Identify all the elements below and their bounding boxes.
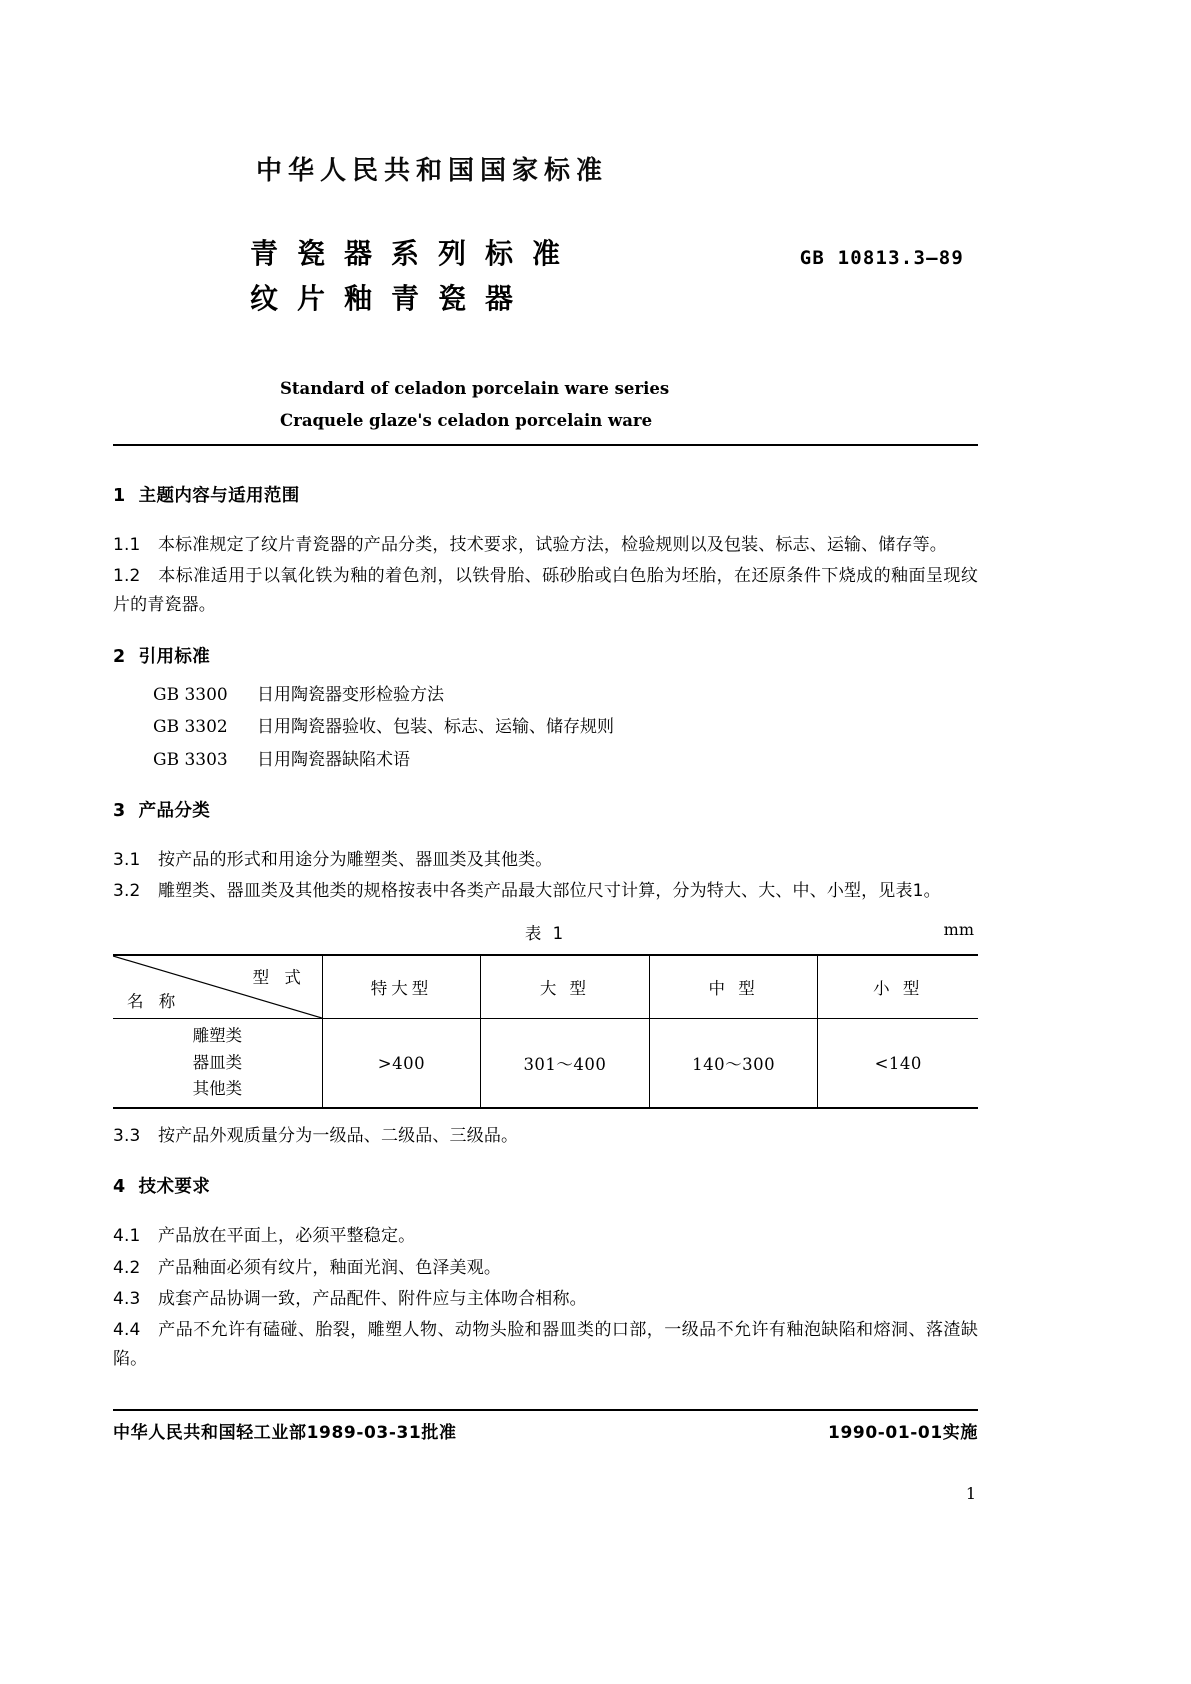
section-1-number: 1 xyxy=(113,486,126,506)
section-3-number: 3 xyxy=(113,800,126,821)
table-column-header: 中 型 xyxy=(649,955,818,1019)
clause-4-4-text: 产品不允许有磕碰、胎裂，雕塑人物、动物头脸和器皿类的口部，一级品不允许有釉泡缺陷和熔洞、落渣缺陷。 xyxy=(113,1319,978,1370)
spacer xyxy=(113,1109,978,1122)
table-caption-row xyxy=(113,920,978,946)
table-1-caption: 表 1 xyxy=(524,924,567,944)
table-category-cell xyxy=(113,1019,322,1109)
main-title-group xyxy=(250,231,978,322)
table-value: <140 xyxy=(874,1053,922,1073)
section-1-heading xyxy=(113,482,978,507)
table-cell xyxy=(481,1019,650,1109)
section-4-title: 技术要求 xyxy=(138,1177,211,1198)
table-corner-column-label: 型 式 xyxy=(252,968,306,988)
spacer xyxy=(113,833,978,846)
specification-table xyxy=(113,954,978,1109)
reference-title: 日用陶瓷器验收、包装、标志、运输、储存规则 xyxy=(257,717,614,738)
spacer xyxy=(113,1153,978,1173)
clause-3-2-number: 3.2 xyxy=(113,880,141,901)
footer-divider-rule xyxy=(113,1409,978,1411)
document-body xyxy=(113,482,978,1376)
english-title-group xyxy=(280,373,978,437)
clause-4-2-text: 产品釉面必须有纹片，釉面光润、色泽美观。 xyxy=(158,1257,501,1278)
table-header-row xyxy=(113,955,978,1019)
reference-title: 日用陶瓷器变形检验方法 xyxy=(257,684,444,705)
clause-4-2-number: 4.2 xyxy=(113,1257,141,1278)
clause-1-2-number: 1.2 xyxy=(113,566,141,587)
section-1-title: 主题内容与适用范围 xyxy=(138,486,300,506)
section-4-heading xyxy=(113,1173,978,1198)
table-column-header: 特大型 xyxy=(322,955,480,1019)
reference-code: GB 3300 xyxy=(153,684,228,705)
clause-1-1 xyxy=(113,531,978,560)
clause-4-1-text: 产品放在平面上，必须平整稳定。 xyxy=(158,1226,416,1247)
table-column-header: 小 型 xyxy=(818,955,978,1019)
clause-3-1-text: 按产品的形式和用途分为雕塑类、器皿类及其他类。 xyxy=(158,849,553,870)
clause-4-4 xyxy=(113,1316,978,1374)
english-title-line-2: Craquele glaze's celadon porcelain ware xyxy=(280,411,653,431)
table-corner-cell xyxy=(113,955,322,1019)
standard-number: GB 10813.3—89 xyxy=(799,247,964,269)
category-label: 器皿类 xyxy=(192,1052,243,1072)
clause-4-1 xyxy=(113,1222,978,1251)
implementation-date: 1990-01-01实施 xyxy=(828,1423,978,1443)
clause-3-3 xyxy=(113,1122,978,1151)
page-number: 1 xyxy=(965,1484,976,1503)
table-cell xyxy=(649,1019,818,1109)
clause-3-1-number: 3.1 xyxy=(113,849,141,870)
reference-code: GB 3302 xyxy=(153,717,228,738)
clause-1-2 xyxy=(113,562,978,620)
clause-1-2-text: 本标准适用于以氧化铁为釉的着色剂，以铁骨胎、砾砂胎或白色胎为坯胎，在还原条件下烧成的釉面呈现纹片的青瓷器。 xyxy=(113,566,978,616)
clause-1-1-number: 1.1 xyxy=(113,535,141,555)
table-cell xyxy=(322,1019,480,1109)
table-value: 301～400 xyxy=(523,1055,607,1075)
clause-4-4-number: 4.4 xyxy=(113,1319,141,1340)
section-2-heading xyxy=(113,643,978,668)
section-2-number: 2 xyxy=(113,646,126,667)
standard-title-line-2: 纹片釉青瓷器 xyxy=(250,282,533,316)
clause-4-1-number: 4.1 xyxy=(113,1226,141,1247)
approval-statement: 中华人民共和国轻工业部1989-03-31批准 xyxy=(113,1423,457,1443)
table-1-unit: mm xyxy=(943,920,974,940)
category-label: 其他类 xyxy=(192,1079,243,1099)
clause-4-2 xyxy=(113,1254,978,1283)
clause-1-1-text: 本标准规定了纹片青瓷器的产品分类，技术要求，试验方法，检验规则以及包装、标志、运输、储存等。 xyxy=(158,535,947,555)
clause-4-3-text: 成套产品协调一致，产品配件、附件应与主体吻合相称。 xyxy=(158,1288,587,1309)
spacer xyxy=(113,518,978,531)
list-item xyxy=(153,679,978,712)
clause-3-3-number: 3.3 xyxy=(113,1126,141,1147)
english-title-line-1: Standard of celadon porcelain ware series xyxy=(280,379,670,398)
list-item xyxy=(153,711,978,744)
referenced-standards-list xyxy=(153,679,978,777)
clause-3-1 xyxy=(113,846,978,875)
title-row xyxy=(113,231,978,339)
reference-code: GB 3303 xyxy=(153,749,228,770)
section-2-title: 引用标准 xyxy=(138,646,211,667)
table-1-block xyxy=(113,920,978,1109)
section-3-heading xyxy=(113,797,978,822)
list-item xyxy=(153,744,978,777)
table-value: 140～300 xyxy=(692,1055,776,1075)
spacer xyxy=(113,1209,978,1222)
spacer xyxy=(113,777,978,797)
table-cell xyxy=(818,1019,978,1109)
table-value: >400 xyxy=(377,1053,426,1073)
page-content xyxy=(113,0,978,1684)
document-header xyxy=(113,150,978,437)
table-column-header: 大 型 xyxy=(481,955,650,1019)
document-footer xyxy=(113,1418,978,1443)
clause-3-2-text: 雕塑类、器皿类及其他类的规格按表中各类产品最大部位尺寸计算，分为特大、大、中、小型，见表1。 xyxy=(158,880,941,901)
category-label: 雕塑类 xyxy=(192,1025,243,1045)
clause-3-3-text: 按产品外观质量分为一级品、二级品、三级品。 xyxy=(158,1126,519,1147)
section-3-title: 产品分类 xyxy=(138,800,211,821)
reference-title: 日用陶瓷器缺陷术语 xyxy=(257,749,410,770)
header-divider-rule xyxy=(113,444,978,446)
spacer xyxy=(113,623,978,643)
clause-4-3-number: 4.3 xyxy=(113,1288,141,1309)
standard-title-line-1: 青瓷器系列标准 xyxy=(250,237,580,270)
clause-3-2 xyxy=(113,877,978,906)
section-4-number: 4 xyxy=(113,1177,126,1198)
table-corner-row-label: 名 称 xyxy=(127,992,181,1012)
national-standard-title: 中华人民共和国国家标准 xyxy=(256,156,609,186)
table-row xyxy=(113,1019,978,1109)
clause-4-3 xyxy=(113,1285,978,1314)
